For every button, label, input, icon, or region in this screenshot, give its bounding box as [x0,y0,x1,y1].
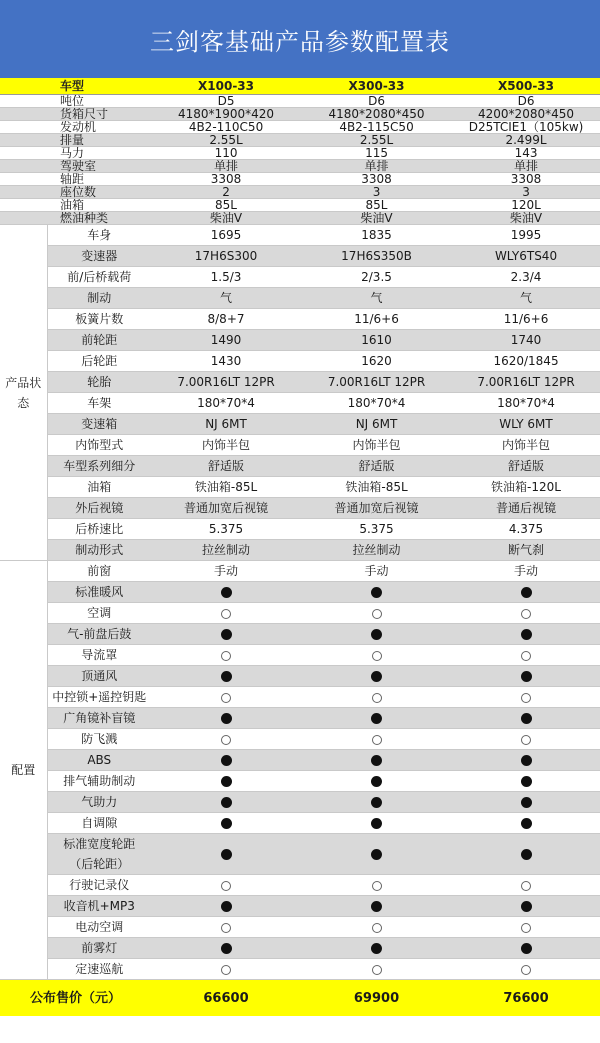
value-cell: 7.00R16LT 12PR [151,372,301,393]
spec-label: 车型系列细分 [47,456,151,477]
config-label: 自调隙 [47,813,151,834]
value-cell [301,645,452,666]
optional-hollow-circle-icon [521,881,531,891]
value-cell [151,834,301,875]
standard-filled-dot-icon [521,943,532,954]
spec-row [0,351,600,372]
value-cell: 3308 [151,173,301,186]
standard-filled-dot-icon [371,755,382,766]
value-cell [301,875,452,896]
value-cell: 1620/1845 [452,351,600,372]
optional-hollow-circle-icon [221,881,231,891]
value-cell: 铁油箱-85L [301,477,452,498]
spec-label: 排量 [0,134,151,147]
spec-label: 后轮距 [47,351,151,372]
standard-filled-dot-icon [371,629,382,640]
value-cell: 115 [301,147,452,160]
value-cell [452,875,600,896]
spec-row [0,199,600,212]
value-cell: 4B2-115C50 [301,121,452,134]
value-cell [301,792,452,813]
value-cell: 5.375 [301,519,452,540]
config-row [0,771,600,792]
value-cell [151,959,301,980]
optional-hollow-circle-icon [372,881,382,891]
value-cell: 拉丝制动 [151,540,301,561]
value-cell: 2/3.5 [301,267,452,288]
standard-filled-dot-icon [221,629,232,640]
value-cell [151,624,301,645]
value-cell: 1995 [452,225,600,246]
spec-row [0,309,600,330]
value-cell: 普通加宽后视镜 [301,498,452,519]
value-cell: 内饰半包 [151,435,301,456]
standard-filled-dot-icon [521,776,532,787]
standard-filled-dot-icon [221,849,232,860]
value-cell [452,603,600,624]
spec-row [0,246,600,267]
value-cell: 85L [301,199,452,212]
config-label: 导流罩 [47,645,151,666]
config-label: 电动空调 [47,917,151,938]
config-row [0,792,600,813]
optional-hollow-circle-icon [372,965,382,975]
value-cell: 1490 [151,330,301,351]
config-label: 标准宽度轮距 （后轮距） [47,834,151,875]
optional-hollow-circle-icon [221,651,231,661]
model-name: X100-33 [151,78,301,95]
value-cell: 气 [151,288,301,309]
category-product-state: 产品状态 [0,225,47,561]
value-cell [452,792,600,813]
standard-filled-dot-icon [221,943,232,954]
standard-filled-dot-icon [521,713,532,724]
value-cell: 11/6+6 [452,309,600,330]
config-label: 顶通风 [47,666,151,687]
standard-filled-dot-icon [221,755,232,766]
standard-filled-dot-icon [371,587,382,598]
value-cell [151,729,301,750]
spec-row [0,212,600,225]
value-cell: 17H6S350B [301,246,452,267]
standard-filled-dot-icon [221,901,232,912]
value-cell: 7.00R16LT 12PR [301,372,452,393]
value-cell [452,666,600,687]
config-row [0,624,600,645]
value-cell: 2.55L [151,134,301,147]
value-cell [151,708,301,729]
price-value: 66600 [151,980,301,1017]
value-cell: 单排 [452,160,600,173]
value-cell [151,813,301,834]
value-cell: 3 [452,186,600,199]
config-label: 收音机+MP3 [47,896,151,917]
config-row [0,729,600,750]
value-cell: 5.375 [151,519,301,540]
value-cell: 180*70*4 [301,393,452,414]
value-cell [151,687,301,708]
value-cell: 110 [151,147,301,160]
value-cell [301,603,452,624]
config-row [0,938,600,959]
value-cell: WLY 6MT [452,414,600,435]
standard-filled-dot-icon [521,755,532,766]
spec-row [0,186,600,199]
value-cell [452,771,600,792]
value-cell: 内饰半包 [452,435,600,456]
value-cell [301,750,452,771]
optional-hollow-circle-icon [221,693,231,703]
spec-row [0,540,600,561]
spec-label: 油箱 [0,199,151,212]
spec-row [0,121,600,134]
config-label: ABS [47,750,151,771]
spec-label: 马力 [0,147,151,160]
value-cell [452,729,600,750]
value-cell: 3308 [301,173,452,186]
standard-filled-dot-icon [521,901,532,912]
spec-label: 变速器 [47,246,151,267]
value-cell [301,729,452,750]
value-cell: 普通后视镜 [452,498,600,519]
value-cell: 1695 [151,225,301,246]
spec-label: 外后视镜 [47,498,151,519]
value-cell [452,938,600,959]
spec-row [0,267,600,288]
standard-filled-dot-icon [521,629,532,640]
config-row [0,582,600,603]
config-row [0,813,600,834]
value-cell [301,624,452,645]
config-row [0,603,600,624]
value-cell [452,834,600,875]
value-cell: 柴油V [151,212,301,225]
spec-row [0,147,600,160]
value-cell: 舒适版 [151,456,301,477]
value-cell [301,834,452,875]
spec-label: 变速箱 [47,414,151,435]
value-cell: 断气刹 [452,540,600,561]
value-cell: 120L [452,199,600,212]
standard-filled-dot-icon [221,797,232,808]
value-cell: 11/6+6 [301,309,452,330]
price-value: 69900 [301,980,452,1017]
value-cell: 85L [151,199,301,212]
value-cell [151,750,301,771]
optional-hollow-circle-icon [521,609,531,619]
spec-label: 燃油种类 [0,212,151,225]
value-cell: 2.3/4 [452,267,600,288]
value-cell [301,896,452,917]
value-cell [151,666,301,687]
spec-row [0,225,600,246]
spec-row [0,498,600,519]
value-cell [452,708,600,729]
config-label: 排气辅助制动 [47,771,151,792]
optional-hollow-circle-icon [372,609,382,619]
standard-filled-dot-icon [371,901,382,912]
value-cell [301,917,452,938]
spec-row [0,95,600,108]
page-header [0,0,600,78]
value-cell: 手动 [301,561,452,582]
spec-label: 后桥速比 [47,519,151,540]
value-cell: 柴油V [301,212,452,225]
value-cell: 1430 [151,351,301,372]
value-cell: 4180*2080*450 [301,108,452,121]
value-cell [151,771,301,792]
standard-filled-dot-icon [371,818,382,829]
spec-row [0,519,600,540]
value-cell: 4B2-110C50 [151,121,301,134]
spec-row [0,160,600,173]
value-cell: 17H6S300 [151,246,301,267]
spec-row [0,330,600,351]
value-cell [301,959,452,980]
standard-filled-dot-icon [521,797,532,808]
config-label: 标准暖风 [47,582,151,603]
config-label: 空调 [47,603,151,624]
value-cell [452,645,600,666]
optional-hollow-circle-icon [221,735,231,745]
value-cell: 拉丝制动 [301,540,452,561]
price-row [0,980,600,1017]
value-cell [452,582,600,603]
spec-label: 驾驶室 [0,160,151,173]
value-cell: 1740 [452,330,600,351]
standard-filled-dot-icon [221,587,232,598]
spec-row [0,456,600,477]
value-cell [301,708,452,729]
value-cell [151,582,301,603]
value-cell: D25TCIE1（105kw) [452,121,600,134]
config-label: 前窗 [47,561,151,582]
spec-label: 制动 [47,288,151,309]
spec-label: 前轮距 [47,330,151,351]
optional-hollow-circle-icon [221,965,231,975]
value-cell: 气 [301,288,452,309]
value-cell: 内饰半包 [301,435,452,456]
standard-filled-dot-icon [221,671,232,682]
price-value: 76600 [452,980,600,1017]
value-cell: 铁油箱-85L [151,477,301,498]
optional-hollow-circle-icon [521,651,531,661]
spec-label: 油箱 [47,477,151,498]
standard-filled-dot-icon [371,776,382,787]
spec-table [0,78,600,1016]
value-cell: WLY6TS40 [452,246,600,267]
standard-filled-dot-icon [371,713,382,724]
value-cell: D6 [301,95,452,108]
config-label: 行驶记录仪 [47,875,151,896]
value-cell [301,666,452,687]
value-cell: 8/8+7 [151,309,301,330]
value-cell [151,603,301,624]
price-label: 公布售价（元） [0,980,151,1017]
optional-hollow-circle-icon [372,651,382,661]
standard-filled-dot-icon [221,776,232,787]
config-row [0,834,600,875]
standard-filled-dot-icon [371,671,382,682]
value-cell: 4.375 [452,519,600,540]
value-cell: 舒适版 [301,456,452,477]
value-cell: 2 [151,186,301,199]
value-cell: 柴油V [452,212,600,225]
value-cell [452,687,600,708]
model-header-row [0,78,600,95]
value-cell: 1620 [301,351,452,372]
config-label: 气助力 [47,792,151,813]
value-cell: 4200*2080*450 [452,108,600,121]
value-cell: 2.55L [301,134,452,147]
config-row [0,666,600,687]
model-name: X500-33 [452,78,600,95]
config-row [0,959,600,980]
value-cell: 单排 [151,160,301,173]
value-cell [301,771,452,792]
config-row [0,750,600,771]
value-cell: 3 [301,186,452,199]
value-cell: 2.499L [452,134,600,147]
standard-filled-dot-icon [221,818,232,829]
config-label: 中控锁+遥控钥匙 [47,687,151,708]
value-cell [452,959,600,980]
config-row [0,561,600,582]
standard-filled-dot-icon [371,797,382,808]
standard-filled-dot-icon [521,818,532,829]
value-cell [301,687,452,708]
spec-label: 车架 [47,393,151,414]
config-row [0,645,600,666]
value-cell: 手动 [452,561,600,582]
value-cell: NJ 6MT [301,414,452,435]
value-cell: D5 [151,95,301,108]
spec-row [0,477,600,498]
value-cell [151,917,301,938]
config-row [0,917,600,938]
value-cell: 单排 [301,160,452,173]
spec-row [0,393,600,414]
spec-label: 板簧片数 [47,309,151,330]
value-cell: 1835 [301,225,452,246]
config-row [0,708,600,729]
optional-hollow-circle-icon [221,609,231,619]
spec-row [0,414,600,435]
standard-filled-dot-icon [371,943,382,954]
config-row [0,687,600,708]
spec-label: 制动形式 [47,540,151,561]
value-cell [151,896,301,917]
spec-label: 前/后桥载荷 [47,267,151,288]
optional-hollow-circle-icon [521,735,531,745]
spec-row [0,173,600,186]
value-cell [452,624,600,645]
spec-label: 座位数 [0,186,151,199]
value-cell [301,938,452,959]
value-cell: 手动 [151,561,301,582]
value-cell: 舒适版 [452,456,600,477]
value-cell [452,917,600,938]
value-cell: 180*70*4 [452,393,600,414]
value-cell: 气 [452,288,600,309]
config-row [0,896,600,917]
spec-label: 货箱尺寸 [0,108,151,121]
category-config: 配置 [0,561,47,980]
standard-filled-dot-icon [521,849,532,860]
spec-row [0,288,600,309]
value-cell [301,582,452,603]
value-cell: D6 [452,95,600,108]
config-label: 气-前盘后鼓 [47,624,151,645]
value-cell [151,938,301,959]
config-label: 前雾灯 [47,938,151,959]
value-cell: 1610 [301,330,452,351]
model-name: X300-33 [301,78,452,95]
value-cell: NJ 6MT [151,414,301,435]
standard-filled-dot-icon [371,849,382,860]
optional-hollow-circle-icon [221,923,231,933]
value-cell [151,645,301,666]
value-cell: 3308 [452,173,600,186]
optional-hollow-circle-icon [521,923,531,933]
spec-label: 轴距 [0,173,151,186]
spec-label: 发动机 [0,121,151,134]
config-label: 定速巡航 [47,959,151,980]
value-cell: 铁油箱-120L [452,477,600,498]
value-cell [452,813,600,834]
standard-filled-dot-icon [521,671,532,682]
spec-row [0,372,600,393]
spec-label: 内饰型式 [47,435,151,456]
value-cell: 1.5/3 [151,267,301,288]
optional-hollow-circle-icon [521,693,531,703]
spec-label: 轮胎 [47,372,151,393]
value-cell [452,750,600,771]
value-cell [151,792,301,813]
value-cell [452,896,600,917]
value-cell: 180*70*4 [151,393,301,414]
optional-hollow-circle-icon [521,965,531,975]
value-cell: 7.00R16LT 12PR [452,372,600,393]
model-header-label: 车型 [0,78,151,95]
value-cell: 143 [452,147,600,160]
optional-hollow-circle-icon [372,693,382,703]
spec-label: 车身 [47,225,151,246]
config-label: 广角镜补盲镜 [47,708,151,729]
config-row [0,875,600,896]
value-cell: 普通加宽后视镜 [151,498,301,519]
spec-row [0,134,600,147]
standard-filled-dot-icon [521,587,532,598]
config-label: 防飞溅 [47,729,151,750]
value-cell: 4180*1900*420 [151,108,301,121]
spec-row [0,108,600,121]
value-cell [301,813,452,834]
spec-label: 吨位 [0,95,151,108]
spec-row [0,435,600,456]
value-cell [151,875,301,896]
standard-filled-dot-icon [221,713,232,724]
optional-hollow-circle-icon [372,923,382,933]
optional-hollow-circle-icon [372,735,382,745]
page-title: 三剑客基础产品参数配置表 [150,27,450,56]
